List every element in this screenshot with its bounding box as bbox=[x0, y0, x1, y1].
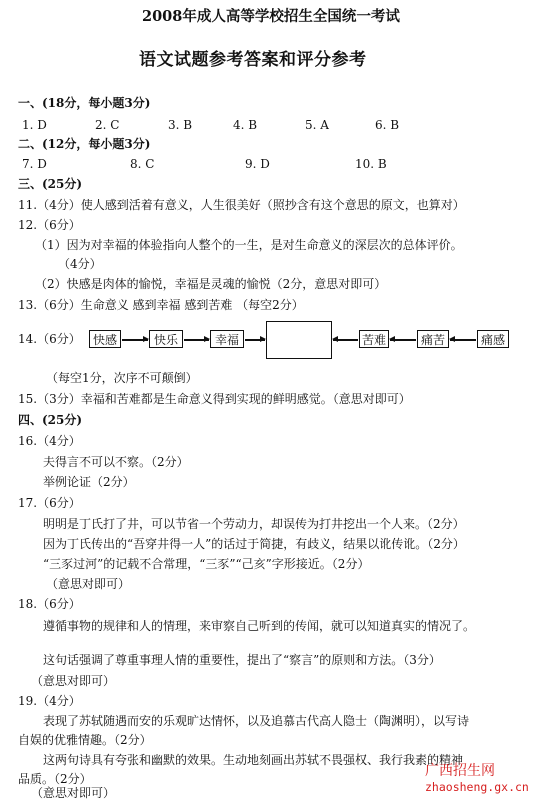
q12-answer-2: （2）快感是肉体的愉悦，幸福是灵魂的愉悦（2分，意思对即可） bbox=[35, 277, 387, 291]
answer-item: 4. B bbox=[233, 118, 258, 132]
section-1-heading: 一、(18分，每小题3分) bbox=[18, 96, 151, 110]
q15-answer: 15.（3分）幸福和苦难都是生命意义得到实现的鲜明感觉。（意思对即可） bbox=[18, 392, 411, 406]
q19-answer-2b: 品质。（2分） bbox=[18, 772, 92, 786]
q17-answer-2: 因为丁氏传出的“吾穿井得一人”的话过于简捷，有歧义，结果以讹传讹。（2分） bbox=[43, 537, 465, 551]
section-4-heading: 四、(25分) bbox=[18, 413, 83, 427]
flow-box-tongku: 痛苦 bbox=[417, 330, 449, 348]
q17-answer-3: “三豕过河”的记载不合常理，“三豕”“己亥”字形接近。（2分） bbox=[43, 557, 370, 571]
q12-answer-1: （1）因为对幸福的体验指向人整个的一生，是对生命意义的深层次的总体评价。 bbox=[35, 238, 463, 252]
q16-heading: 16.（4分） bbox=[18, 434, 81, 448]
section-2-heading: 二、(12分，每小题3分) bbox=[18, 137, 151, 151]
answer-item: 5. A bbox=[305, 118, 329, 132]
q19-answer-1b: 自娱的优雅情趣。（2分） bbox=[18, 733, 152, 747]
arrow-left bbox=[333, 339, 358, 341]
arrow-right bbox=[245, 339, 265, 341]
answer-item: 7. D bbox=[22, 157, 47, 171]
q13-answer: 13.（6分）生命意义 感到幸福 感到苦难 （每空2分） bbox=[18, 298, 304, 312]
answer-item: 8. C bbox=[130, 157, 155, 171]
q17-heading: 17.（6分） bbox=[18, 496, 81, 510]
section-3-heading: 三、(25分) bbox=[18, 177, 83, 191]
answer-item: 1. D bbox=[22, 118, 47, 132]
q19-answer-2a: 这两句诗具有夸张和幽默的效果。生动地刻画出苏轼不畏强权、我行我素的精神 bbox=[43, 753, 464, 767]
answer-item: 9. D bbox=[245, 157, 270, 171]
answer-item: 2. C bbox=[95, 118, 120, 132]
q17-note: （意思对即可） bbox=[46, 577, 131, 591]
q12-answer-1-score: （4分） bbox=[58, 257, 102, 271]
flow-box-kunan: 苦难 bbox=[359, 330, 389, 348]
arrow-right bbox=[122, 339, 148, 341]
arrow-right bbox=[184, 339, 209, 341]
flow-box-kuaile: 快乐 bbox=[149, 330, 183, 348]
q19-heading: 19.（4分） bbox=[18, 694, 81, 708]
document-title: 语文试题参考答案和评分参考 bbox=[139, 50, 367, 70]
arrow-left bbox=[390, 339, 416, 341]
q18-answer-2: 这句话强调了尊重事理人情的重要性，提出了“察言”的原则和方法。（3分） bbox=[43, 653, 441, 667]
flow-box-xingfu: 幸福 bbox=[210, 330, 244, 348]
q16-answer-2: 举例论证（2分） bbox=[43, 475, 135, 489]
flow-box-tonggan: 痛感 bbox=[477, 330, 509, 348]
exam-title: 2008年成人高等学校招生全国统一考试 bbox=[142, 8, 400, 25]
flow-center-box bbox=[266, 321, 332, 359]
answer-item: 3. B bbox=[168, 118, 193, 132]
answer-item: 6. B bbox=[375, 118, 400, 132]
q14-note: （每空1分，次序不可颠倒） bbox=[46, 371, 198, 385]
q18-heading: 18.（6分） bbox=[18, 597, 81, 611]
q14-heading: 14.（6分） bbox=[18, 332, 81, 346]
watermark-url: zhaosheng.gx.cn bbox=[425, 780, 529, 794]
watermark-site-name: 广西招生网 bbox=[425, 763, 495, 779]
q16-answer-1: 夫得言不可以不察。（2分） bbox=[43, 455, 189, 469]
flow-box-kuaigan: 快感 bbox=[89, 330, 121, 348]
q18-answer-1: 遵循事物的规律和人的情理，来审察自己听到的传闻，就可以知道真实的情况了。 bbox=[43, 619, 476, 633]
q12-heading: 12.（6分） bbox=[18, 218, 81, 232]
answer-item: 10. B bbox=[355, 157, 387, 171]
arrow-left bbox=[450, 339, 476, 341]
q18-note: （意思对即可） bbox=[31, 674, 116, 688]
q17-answer-1: 明明是丁氏打了井，可以节省一个劳动力，却误传为打井挖出一个人来。（2分） bbox=[43, 517, 465, 531]
q19-answer-1a: 表现了苏轼随遇而安的乐观旷达情怀，以及追慕古代高人隐士（陶渊明），以写诗 bbox=[43, 714, 470, 728]
q11-answer: 11.（4分）使人感到活着有意义，人生很美好（照抄含有这个意思的原文，也算对） bbox=[18, 198, 465, 212]
q19-note: （意思对即可） bbox=[31, 786, 116, 800]
